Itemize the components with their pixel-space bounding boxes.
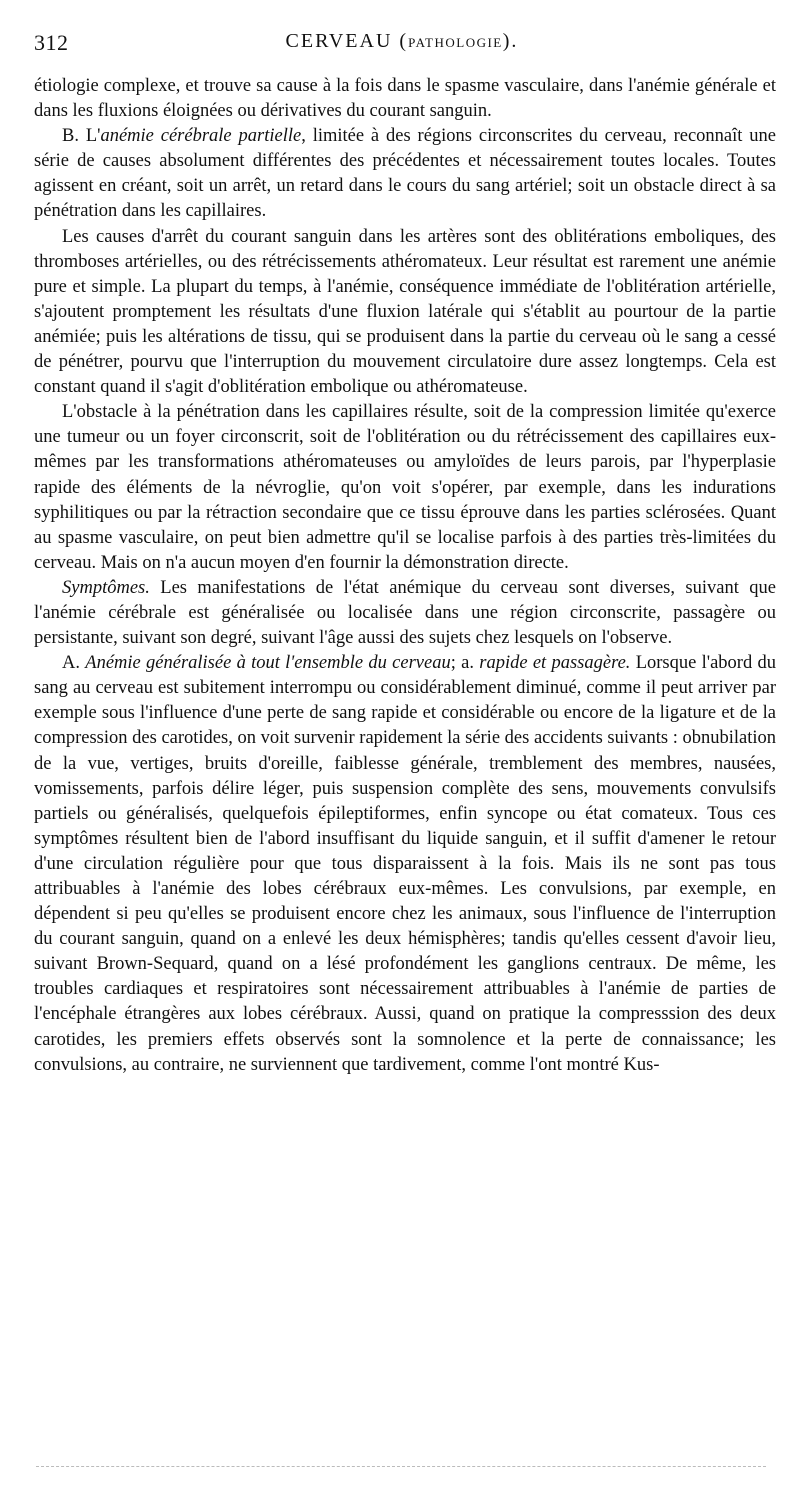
body-text [34,74,776,1078]
paragraph-causes-arret: Les causes d'arrêt du courant sanguin dans les artères sont des oblitérations emboliques, des thromboses artérielles, ou des rétrécissements athéromateux. Leur résultat est rarement une anémie pure et simple. La plupart du temps, à l'anémie, conséquence immédiate de l'oblitération artérielle, s'ajoutent promptement les résultats d'une fluxion latérale qui s'établit au pourtour de la partie anémiée; puis les altérations de tissu, qui se produisent dans la partie du cerveau où le sang a cessé de pénétrer, pourvu que l'interruption du mouvement circulatoire dure assez longtemps. Cela est constant quand il s'agit d'oblitération embolique ou athéromateuse. [34,226,776,398]
running-title-paren-open: ( [392,30,409,52]
paragraph-body: , limitée à des régions circonscrites du cerveau, reconnaît une série de causes absolument différentes des précédentes et nécessairement toutes locales. Toutes agissent en créant, soit un arrêt, un retard dans le cours du sang artériel; soit un obstacle direct à sa pénétration dans les capillaires. [34,126,776,222]
running-title-paren-close: ). [502,30,519,52]
paragraph-italic-term: anémie cérébrale partielle [100,126,302,147]
section-heading-anemie-generalisee: Anémie généralisée à tout l'ensemble du cerveau [85,653,451,674]
paragraph-continuation: étiologie complexe, et trouve sa cause à la fois dans le spasme vasculaire, dans l'anémie générale et dans les fluxions éloignées ou dérivatives du courant sanguin. [34,76,776,122]
paragraph-body: Lorsque l'abord du sang au cerveau est subitement interrompu ou considérablement diminué, comme il peut arriver par exemple sous l'influence d'une perte de sang rapide et considérable ou encore de la ligature et de la compression des carotides, on voit survenir rapidement la série des accidents suivants : obnubilation de la vue, vertiges, bruits d'oreille, faiblesse générale, tremblement des membres, nausées, vomissements, parfois délire léger, puis suspension complète des sens, mouvements convulsifs partiels ou généralisés, quelquefois épileptiformes, enfin syncope ou état comateux. Tous ces symptômes résultent bien de l'abord insuffisant du liquide sanguin, et il suffit d'amener le retour d'une circulation régulière pour que tous disparaissent à la fois. Mais ils ne sont pas tous attribuables à l'anémie des lobes cérébraux eux-mêmes. Les convulsions, par exemple, en dépendent si peu qu'elles se produisent encore chez les animaux, sous l'influence de l'interruption du courant sanguin, quand on a enlevé les deux hémisphères; tandis qu'elles cessent d'avoir lieu, suivant Brown-Sequard, quand on a lésé profondément les ganglions centraux. De même, les troubles cardiaques et respiratoires sont nécessairement attribuables à l'anémie de parties de l'encéphale étrangères aux lobes cérébraux. Aussi, quand on pratique la compresssion des deux carotides, les premiers effets observés sont la somnolence et la perte de connaissance; les convulsions, au contraire, ne surviennent que tardivement, comme l'ont montré Kus- [34,653,776,1075]
running-title-main: CERVEAU [285,30,393,52]
paragraph-lead: B. L' [62,126,101,147]
paragraph-anemie-partielle [34,124,776,224]
running-title-subtitle: PATHOLOGIE [408,35,503,50]
subsection-heading-rapide: rapide et passagère. [479,653,631,674]
running-title [34,30,770,53]
paragraph-separator: ; a. [450,653,480,674]
page-number: 312 [34,30,69,55]
bottom-dotted-rule [36,1466,766,1467]
section-heading-symptomes: Symptômes. [62,577,150,598]
paragraph-body: Les manifestations de l'état anémique du cerveau sont diverses, suivant que l'anémie cérébrale est généralisée ou localisée dans une région circonscrite, passagère ou persistante, suivant son degré, suivant l'âge aussi des sujets chez lesquels on l'observe. [34,577,776,649]
paragraph-symptomes [34,576,776,651]
running-header [34,30,770,60]
paragraph-lead: A. [62,653,86,674]
paragraph-obstacle-capillaires: L'obstacle à la pénétration dans les capillaires résulte, soit de la compression limitée qu'exerce une tumeur ou un foyer circonscrit, soit de l'oblitération ou du rétrécissement des capillaires eux-mêmes par les transformations athéromateuses ou amyloïdes de leurs parois, par l'hyperplasie rapide des éléments de la névroglie, qu'on voit s'opérer, par exemple, dans les indurations syphilitiques ou par la rétraction secondaire que ce tissu éprouve dans les parties sclérosées. Quant au spasme vasculaire, on peut bien admettre qu'il se localise parfois à des parties très-limitées du cerveau. Mais on n'a aucun moyen d'en fournir la démonstration directe. [34,402,776,573]
paragraph-anemie-generalisee [34,651,776,1078]
